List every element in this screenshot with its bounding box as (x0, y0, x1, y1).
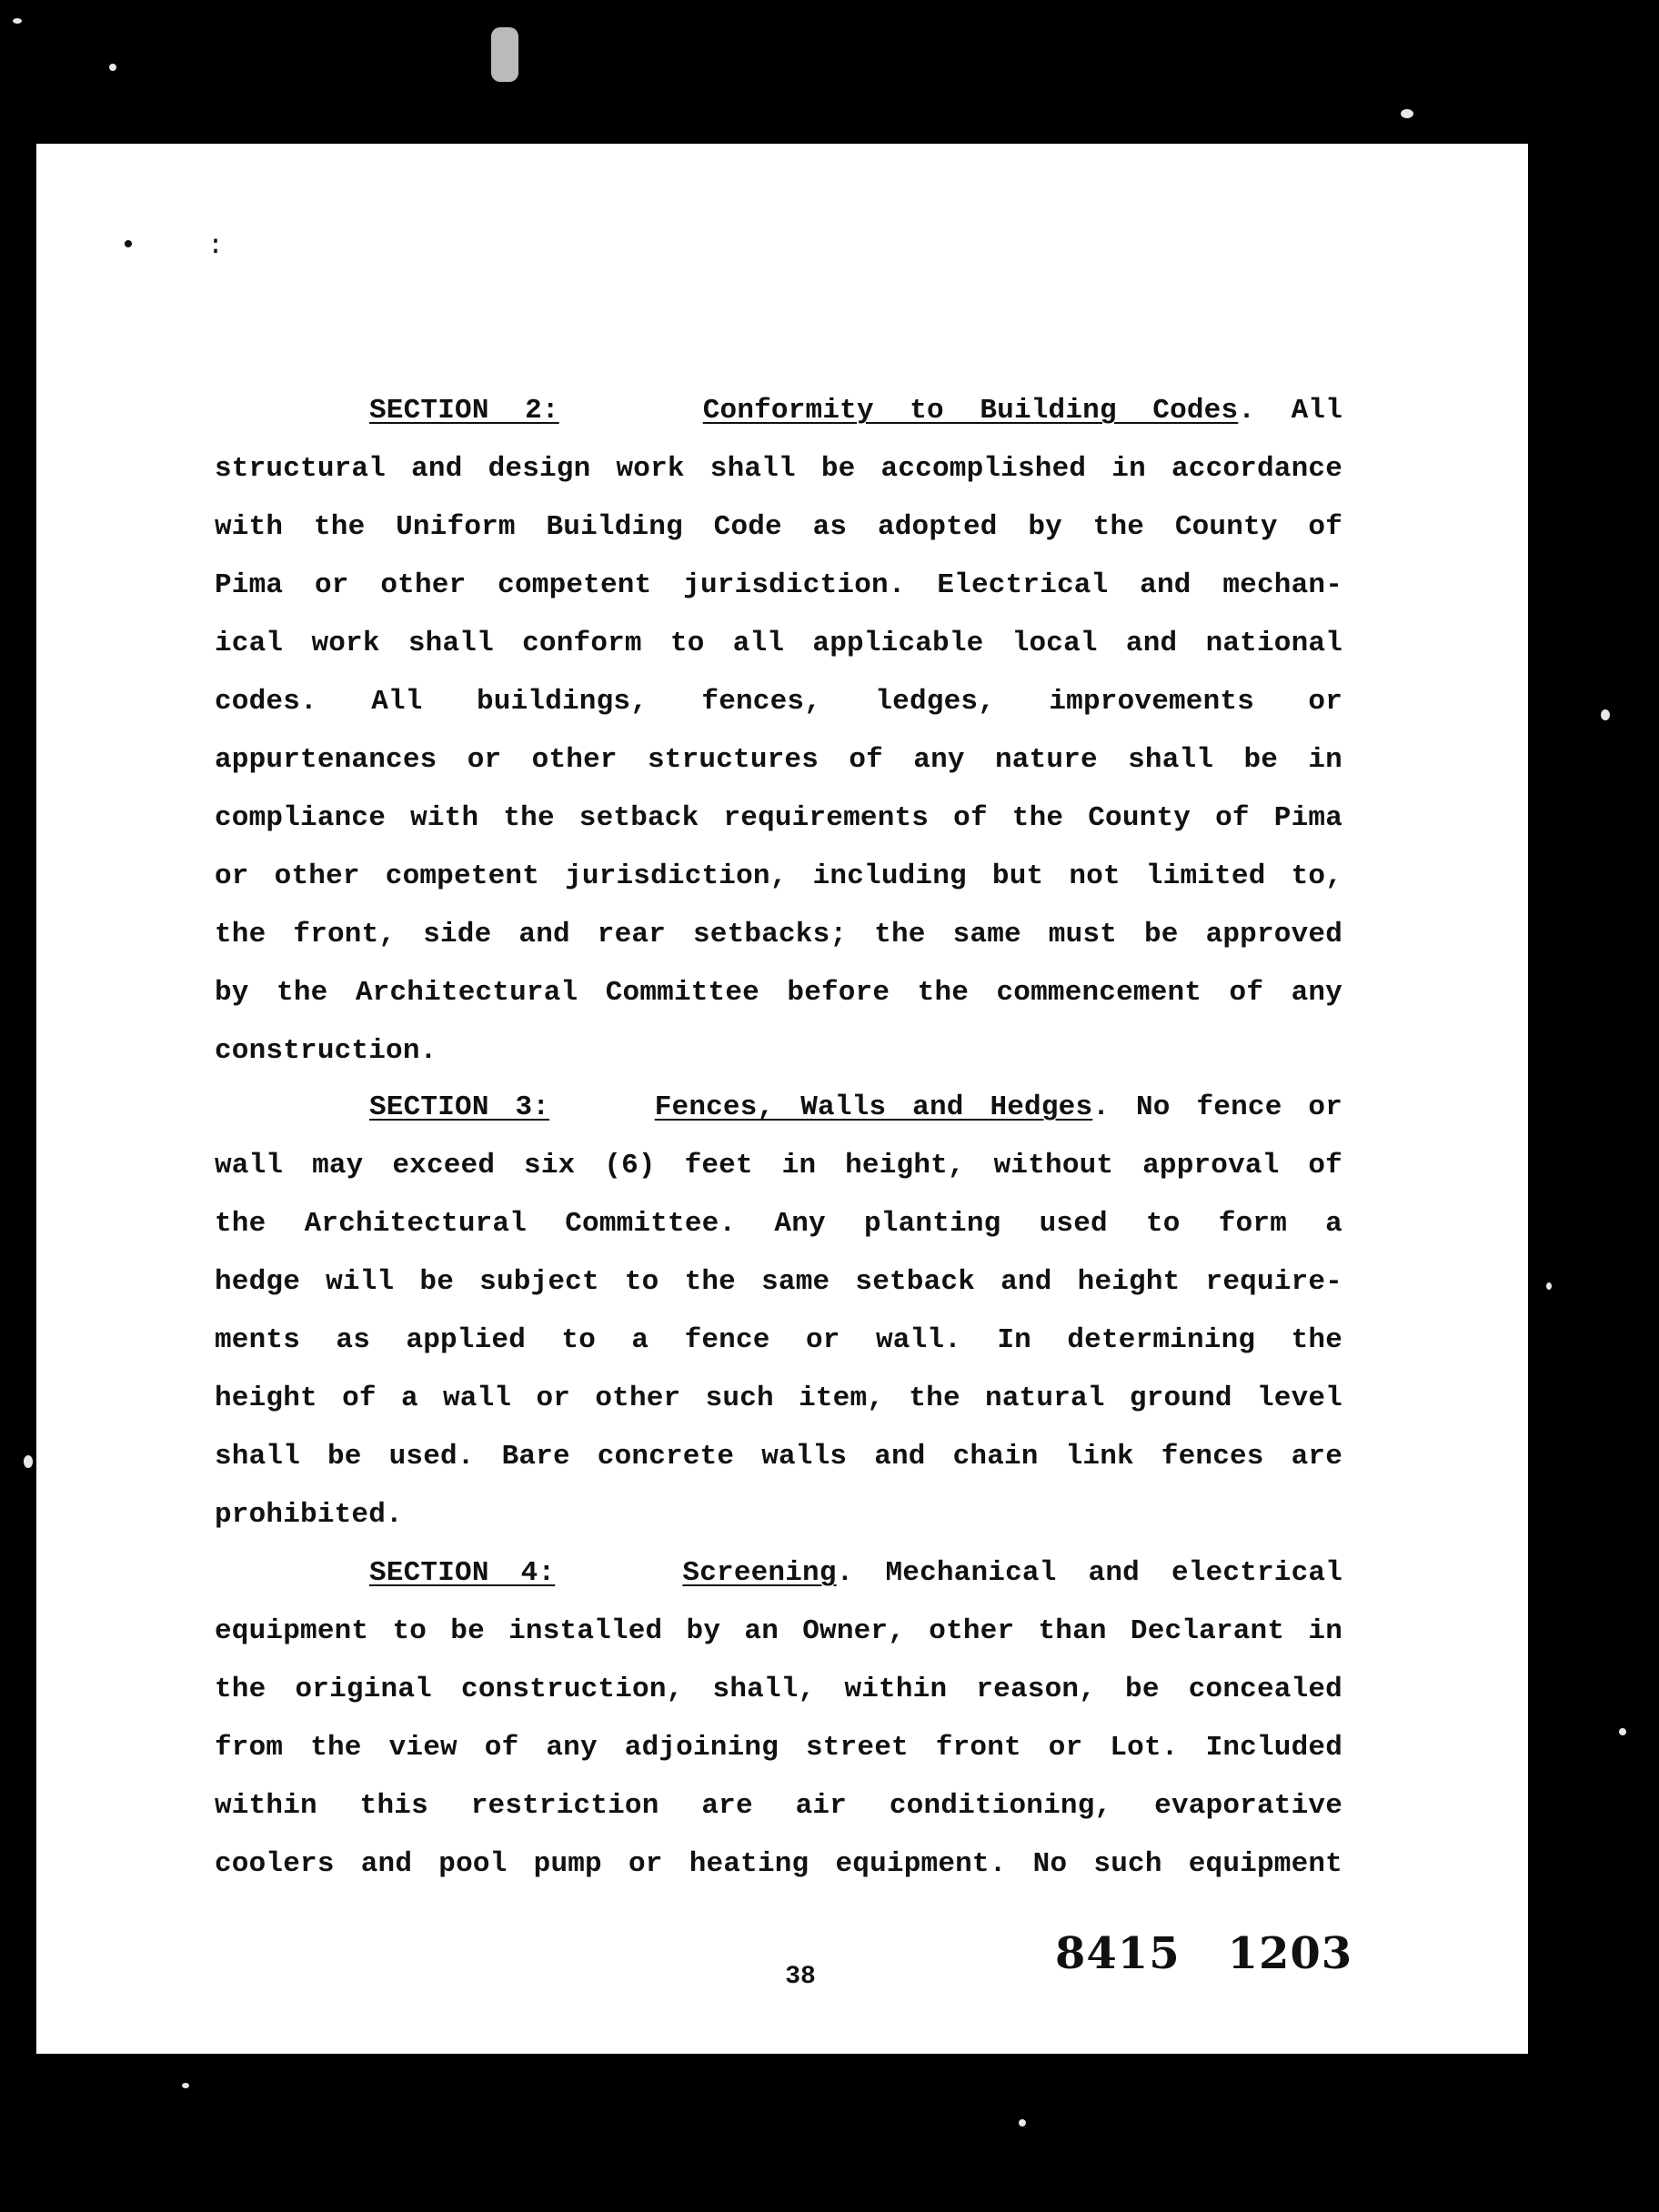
text-line: compliance with the setback requirements of the County of Pima (215, 802, 1342, 834)
text-line: by the Architectural Committee before the commencement of any (215, 977, 1342, 1009)
scan-speck (109, 64, 116, 71)
text-line: within this restriction are air conditioning, evaporative (215, 1790, 1342, 1822)
scan-speck (1619, 1728, 1626, 1735)
scan-speck (182, 2083, 189, 2088)
scan-speck (491, 27, 518, 82)
text-line: codes. All buildings, fences, ledges, improvements or (215, 686, 1342, 718)
text-line: prohibited. (215, 1499, 403, 1531)
text-line: with the Uniform Building Code as adopted by the County of (215, 511, 1342, 543)
line-tail: . Mechanical and electrical (836, 1557, 1343, 1589)
text-line: ments as applied to a fence or wall. In determining the (215, 1324, 1342, 1356)
text-line (215, 1079, 1342, 1137)
scan-speck (1019, 2119, 1026, 2127)
text-line (215, 1544, 1342, 1603)
line-tail: . All (1238, 395, 1343, 427)
text-line: ical work shall conform to all applicable local and national (215, 628, 1342, 659)
text-line: appurtenances or other structures of any nature shall be in (215, 744, 1342, 776)
section-title: Conformity to Building Codes (702, 395, 1239, 427)
stamp-page: 1203 (1227, 1928, 1353, 1979)
text-line: the front, side and rear setbacks; the same must be approved (215, 919, 1342, 950)
page-number: 38 (785, 1963, 816, 1991)
scan-speck (24, 1455, 33, 1468)
scan-speck (1546, 1282, 1552, 1290)
scan-speck (13, 18, 22, 24)
section-heading: SECTION 2: (369, 395, 559, 427)
text-line: the original construction, shall, within reason, be concealed (215, 1674, 1342, 1705)
text-line: the Architectural Committee. Any planting used to form a (215, 1208, 1342, 1240)
text-line: height of a wall or other such item, the natural ground level (215, 1382, 1342, 1414)
text-line: Pima or other competent jurisdiction. Electrical and mechan- (215, 569, 1342, 601)
text-line: or other competent jurisdiction, including but not limited to, (215, 860, 1342, 892)
text-line: equipment to be installed by an Owner, other than Declarant in (215, 1615, 1342, 1647)
text-line: coolers and pool pump or heating equipment. No such equipment (215, 1848, 1342, 1880)
text-line: structural and design work shall be accomplished in accordance (215, 453, 1342, 485)
text-line: hedge will be subject to the same setback and height require- (215, 1266, 1342, 1298)
stamp-book: 8415 (1055, 1928, 1181, 1979)
top-marks: • : (120, 231, 252, 262)
recording-stamp (1055, 1928, 1382, 1979)
text-line: wall may exceed six (6) feet in height, without approval of (215, 1150, 1342, 1181)
document-page (36, 144, 1528, 2054)
section-heading: SECTION 3: (369, 1091, 550, 1123)
text-line (215, 382, 1342, 440)
text-line: construction. (215, 1035, 437, 1067)
line-tail: . No fence or (1092, 1091, 1342, 1123)
section-title: Screening (682, 1557, 837, 1589)
section-title: Fences, Walls and Hedges (654, 1091, 1093, 1123)
scan-speck (1601, 709, 1610, 720)
text-line: from the view of any adjoining street front or Lot. Included (215, 1732, 1342, 1764)
text-line: shall be used. Bare concrete walls and chain link fences are (215, 1441, 1342, 1473)
scan-speck (1401, 109, 1413, 118)
section-heading: SECTION 4: (369, 1557, 556, 1589)
